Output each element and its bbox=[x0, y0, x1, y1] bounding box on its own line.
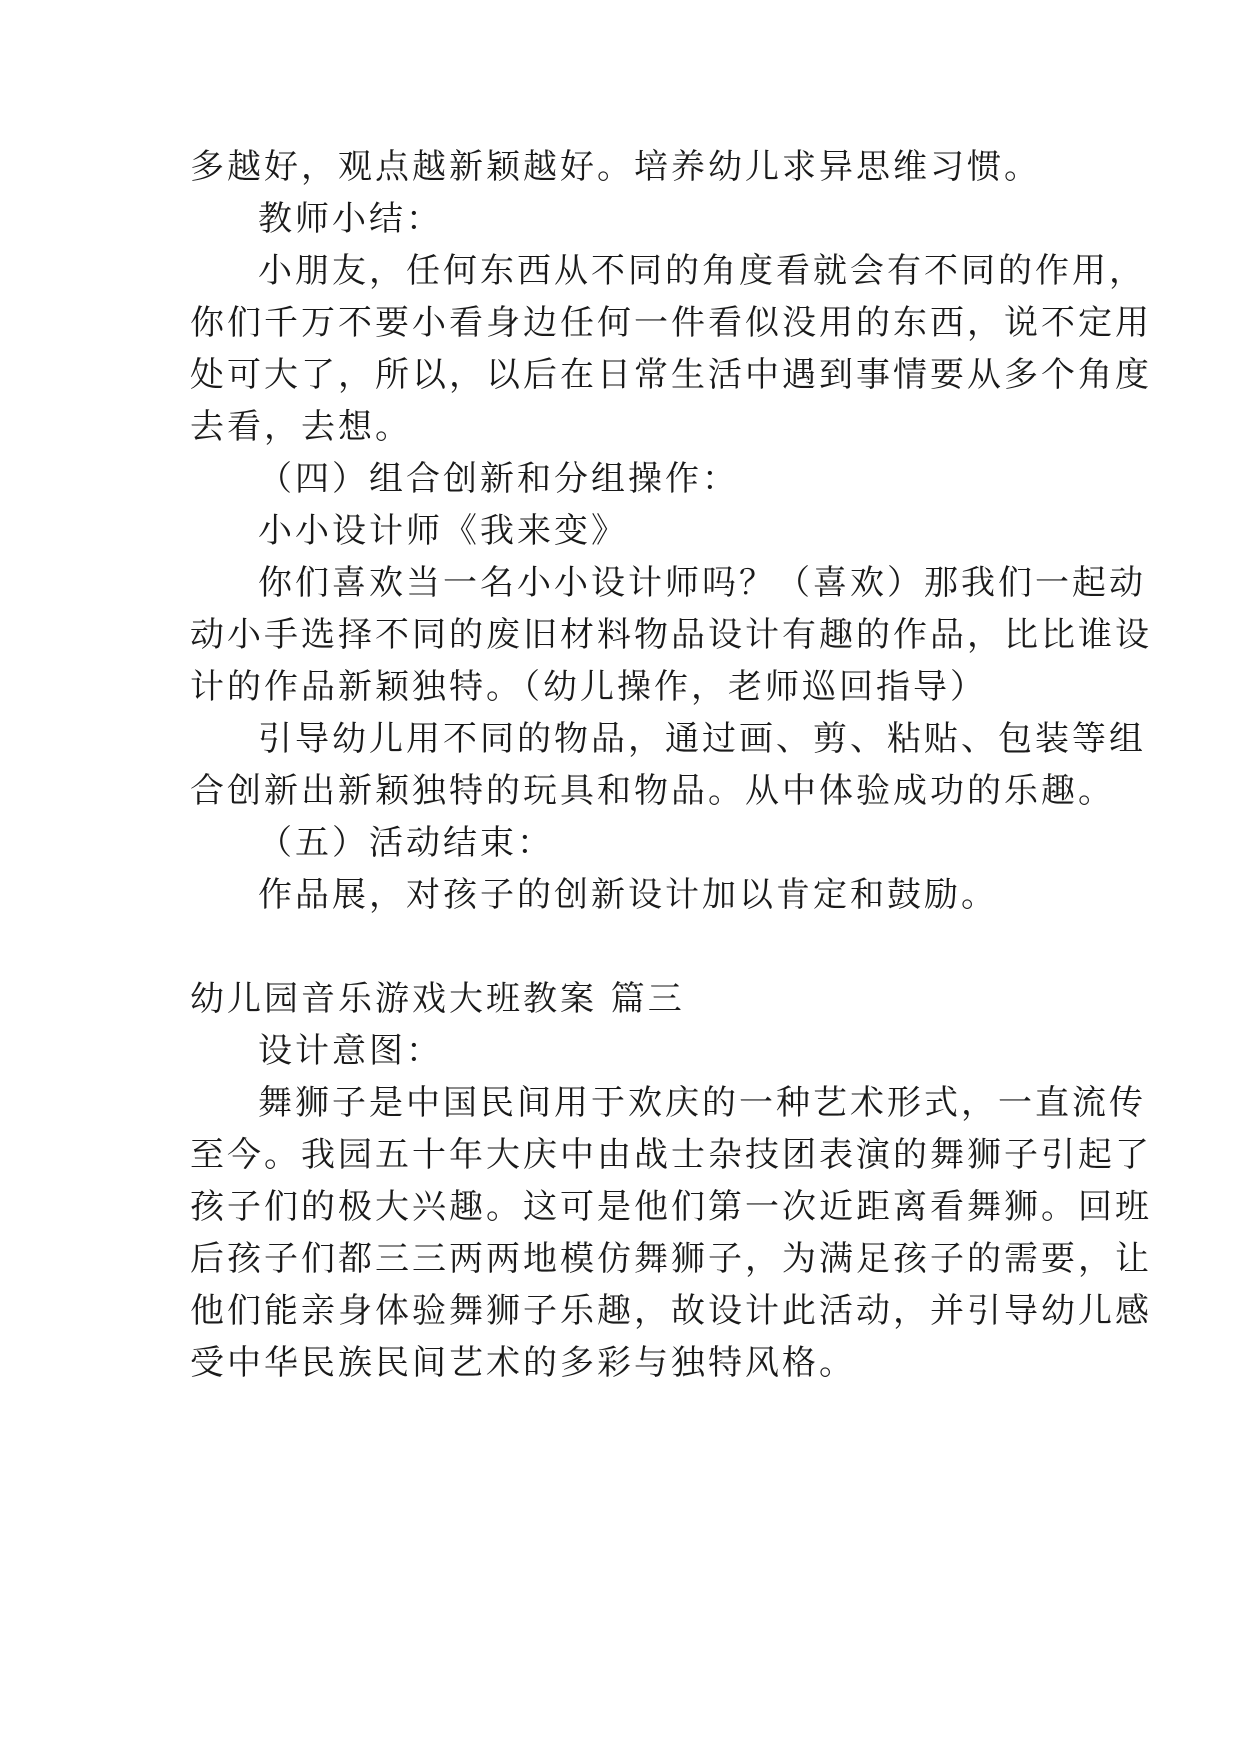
paragraph-line: 引导幼儿用不同的物品，通过画、剪、粘贴、包装等组 bbox=[258, 719, 1146, 759]
section-heading: （五）活动结束： bbox=[258, 823, 554, 863]
section-heading: （四）组合创新和分组操作： bbox=[258, 459, 739, 499]
section-heading: 教师小结： bbox=[258, 199, 443, 239]
paragraph-line: 你们喜欢当一名小小设计师吗？（喜欢）那我们一起动 bbox=[258, 563, 1146, 603]
paragraph-line: 小朋友，任何东西从不同的角度看就会有不同的作用， bbox=[258, 251, 1146, 291]
paragraph-line: 至今。我园五十年大庆中由战士杂技团表演的舞狮子引起了 bbox=[190, 1135, 1152, 1175]
paragraph-line: 受中华民族民间艺术的多彩与独特风格。 bbox=[190, 1343, 856, 1383]
paragraph-line: 处可大了，所以，以后在日常生活中遇到事情要从多个角度 bbox=[190, 355, 1152, 395]
document-title: 幼儿园音乐游戏大班教案 篇三 bbox=[190, 979, 685, 1019]
paragraph-line: 后孩子们都三三两两地模仿舞狮子，为满足孩子的需要，让 bbox=[190, 1239, 1152, 1279]
paragraph-line: 合创新出新颖独特的玩具和物品。从中体验成功的乐趣。 bbox=[190, 771, 1115, 811]
paragraph-line: 去看，去想。 bbox=[190, 407, 412, 447]
paragraph-line: 孩子们的极大兴趣。这可是他们第一次近距离看舞狮。回班 bbox=[190, 1187, 1152, 1227]
paragraph-line: 他们能亲身体验舞狮子乐趣，故设计此活动，并引导幼儿感 bbox=[190, 1291, 1152, 1331]
paragraph-line: 动小手选择不同的废旧材料物品设计有趣的作品，比比谁设 bbox=[190, 615, 1152, 655]
paragraph-line: 计的作品新颖独特。（幼儿操作，老师巡回指导） bbox=[190, 667, 987, 707]
paragraph-line: 舞狮子是中国民间用于欢庆的一种艺术形式，一直流传 bbox=[258, 1083, 1146, 1123]
section-heading: 小小设计师《我来变》 bbox=[258, 511, 628, 551]
paragraph-line: 你们千万不要小看身边任何一件看似没用的东西，说不定用 bbox=[190, 303, 1152, 343]
section-heading: 设计意图： bbox=[258, 1031, 443, 1071]
paragraph-line: 作品展，对孩子的创新设计加以肯定和鼓励。 bbox=[258, 875, 998, 915]
paragraph-line: 多越好，观点越新颖越好。培养幼儿求异思维习惯。 bbox=[190, 147, 1041, 187]
